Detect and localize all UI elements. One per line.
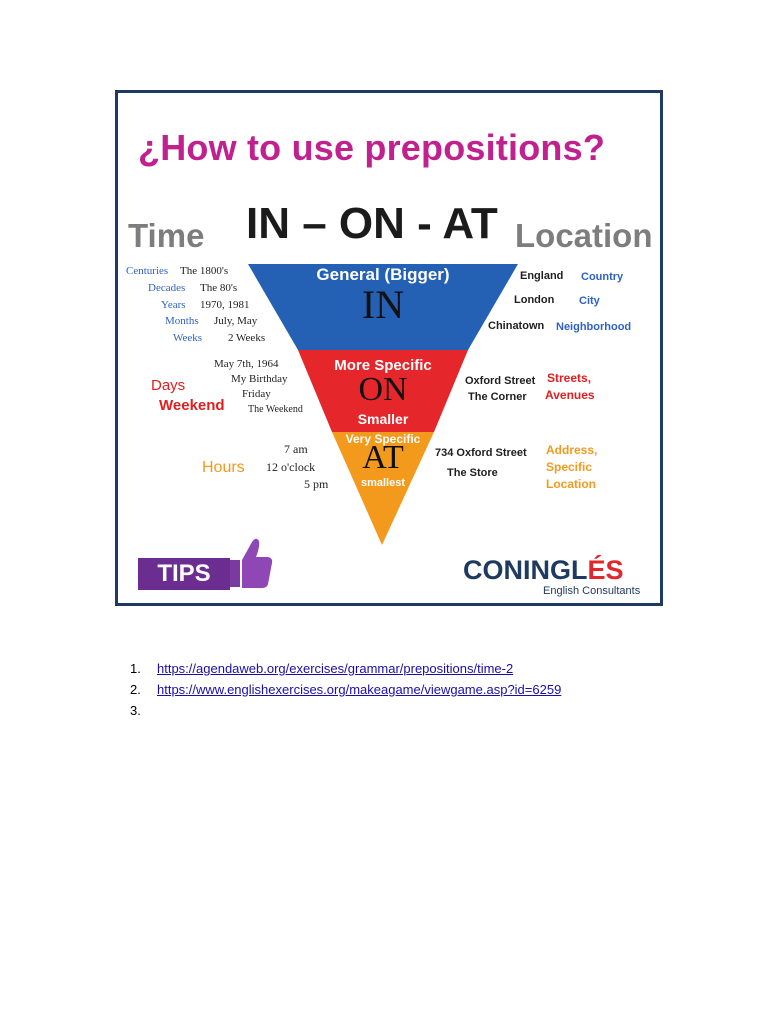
place-example-store: The Store — [447, 467, 498, 479]
time-example-7am: 7 am — [284, 442, 308, 456]
place-example-corner: The Corner — [468, 391, 527, 403]
preposition-funnel — [118, 93, 663, 606]
funnel-in-label: IN — [361, 282, 405, 327]
place-category-country: Country — [581, 271, 624, 283]
time-example-friday: Friday — [242, 388, 271, 400]
resource-links-list — [130, 658, 561, 721]
infographic-title: ¿How to use prepositions? — [138, 127, 606, 168]
place-category-neighborhood: Neighborhood — [556, 321, 632, 333]
time-example-date: May 7th, 1964 — [214, 358, 279, 370]
funnel-on-label: ON — [358, 371, 408, 408]
time-category-days: Days — [151, 377, 186, 394]
time-category-weeks: Weeks — [173, 332, 203, 344]
time-example-1800s: The 1800's — [180, 265, 229, 277]
time-example-weekend: The Weekend — [248, 404, 303, 415]
place-category-location: Location — [546, 477, 596, 491]
prepositions-infographic — [115, 90, 663, 606]
place-example-chinatown: Chinatown — [488, 320, 545, 332]
time-category-decades: Decades — [148, 282, 186, 294]
funnel-on-bottom: Smaller — [357, 411, 409, 427]
time-example-weeks: 2 Weeks — [228, 332, 266, 344]
funnel-at-label: AT — [362, 439, 404, 476]
funnel-in-subtitle: General (Bigger) — [316, 265, 450, 284]
funnel-on-subtitle: More Specific — [334, 357, 432, 374]
place-category-avenues: Avenues — [545, 388, 595, 402]
funnel-at-subtitle: Very Specific — [345, 432, 421, 446]
list-number: 3. — [130, 703, 141, 718]
time-example-birthday: My Birthday — [231, 373, 288, 385]
time-example-months: July, May — [214, 315, 258, 327]
coningles-logo-accent: ÉS — [587, 555, 624, 585]
place-example-london: London — [514, 294, 555, 306]
place-example-england: England — [520, 270, 564, 282]
time-example-80s: The 80's — [200, 282, 238, 294]
time-category-months: Months — [165, 315, 199, 327]
time-example-years: 1970, 1981 — [200, 299, 250, 311]
time-category-weekend: Weekend — [159, 397, 225, 414]
coningles-subtitle: English Consultants — [543, 585, 641, 597]
main-heading: IN – ON - AT — [246, 199, 498, 248]
coningles-logo — [463, 555, 624, 586]
agendaweb-link[interactable]: https://agendaweb.org/exercises/grammar/prepositions/time-2 — [157, 661, 514, 676]
tips-badge: TIPS — [138, 558, 230, 590]
time-category-hours: Hours — [202, 459, 245, 476]
place-category-city: City — [579, 295, 600, 307]
place-example-oxford-street: Oxford Street — [465, 375, 536, 387]
time-example-5pm: 5 pm — [304, 477, 329, 491]
time-category-centuries: Centuries — [126, 265, 169, 277]
location-heading: Location — [515, 217, 653, 254]
list-item — [130, 700, 561, 721]
place-category-address: Address, — [546, 443, 598, 457]
time-category-years: Years — [161, 299, 186, 311]
list-item — [130, 658, 561, 679]
list-number: 2. — [130, 682, 141, 697]
place-example-address: 734 Oxford Street — [435, 447, 527, 459]
list-number: 1. — [130, 661, 141, 676]
place-category-streets: Streets, — [547, 371, 592, 385]
funnel-at-bottom: smallest — [360, 477, 406, 489]
list-item — [130, 679, 561, 700]
thumbs-up-icon — [226, 533, 274, 591]
place-category-specific: Specific — [546, 460, 593, 474]
coningles-logo-text: CONINGL — [463, 555, 588, 585]
time-heading: Time — [128, 217, 205, 254]
time-example-12oclock: 12 o'clock — [266, 460, 316, 474]
englishexercises-link[interactable]: https://www.englishexercises.org/makeagame/viewgame.asp?id=6259 — [157, 682, 562, 697]
